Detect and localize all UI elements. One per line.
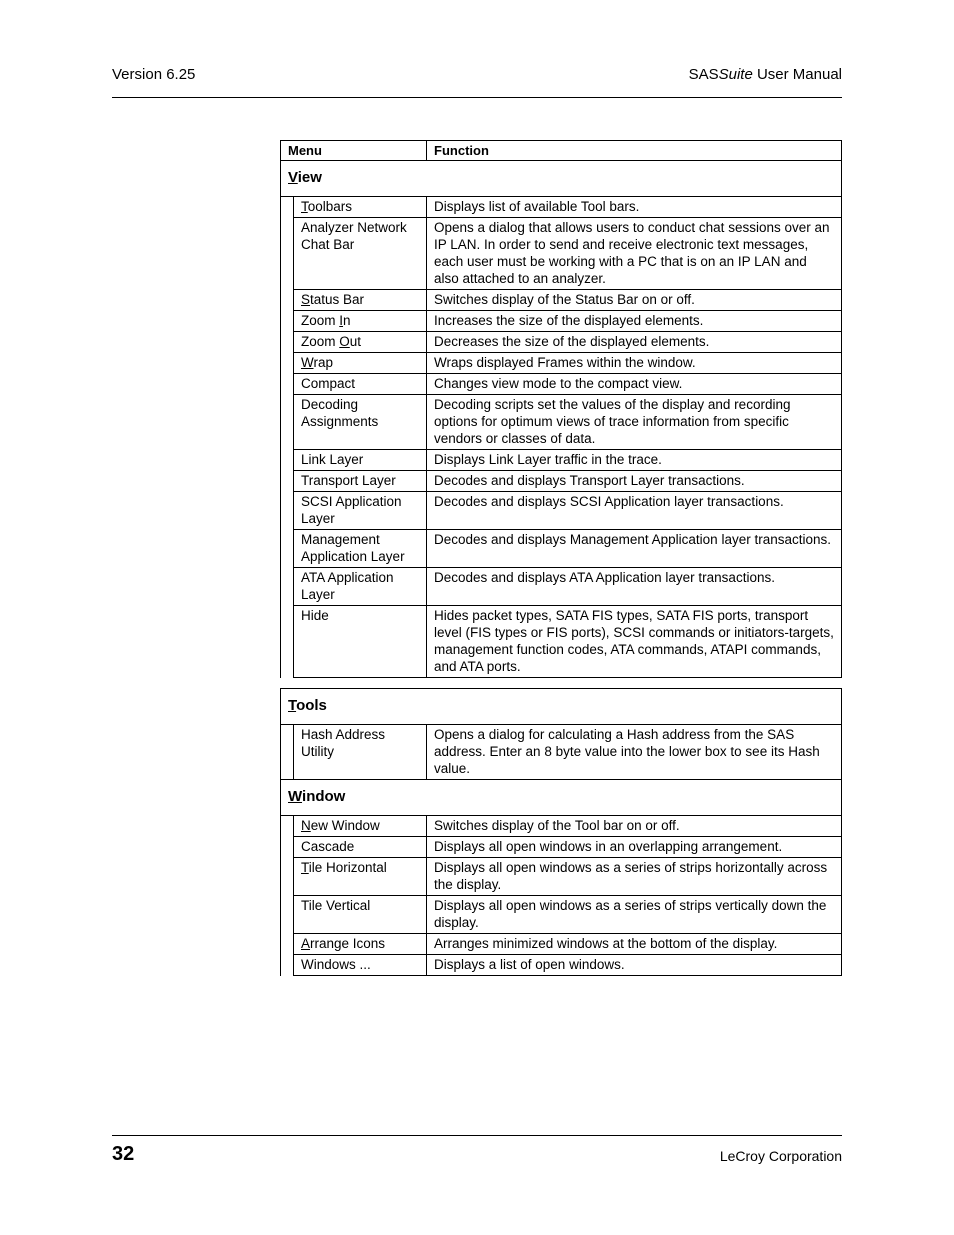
menu-item-function: Decodes and displays Transport Layer transactions. xyxy=(427,471,842,492)
indent-cell xyxy=(281,332,294,353)
indent-cell xyxy=(281,530,294,568)
indent-cell xyxy=(281,955,294,976)
menu-item-name: Link Layer xyxy=(294,450,427,471)
indent-cell xyxy=(281,837,294,858)
menu-item-function: Decreases the size of the displayed elements. xyxy=(427,332,842,353)
table-row xyxy=(281,290,842,311)
indent-cell xyxy=(281,725,294,780)
menu-item-function: Switches display of the Status Bar on or off. xyxy=(427,290,842,311)
menu-item-name: Windows ... xyxy=(294,955,427,976)
section-title-tools: Tools xyxy=(281,689,842,725)
menu-item-function: Displays all open windows as a series of strips horizontally across the display. xyxy=(427,858,842,896)
footer-rule xyxy=(112,1135,842,1136)
indent-cell xyxy=(281,492,294,530)
menu-item-name: Decoding Assignments xyxy=(294,395,427,450)
table-row xyxy=(281,197,842,218)
table-row xyxy=(281,353,842,374)
table-row xyxy=(281,568,842,606)
menu-item-function: Hides packet types, SATA FIS types, SATA FIS ports, transport level (FIS types or FIS ports), SCSI commands or initiators-targets, management function codes, ATA commands, ATAPI commands, and ATA ports. xyxy=(427,606,842,678)
section-row-tools xyxy=(281,689,842,725)
page-number: 32 xyxy=(112,1143,135,1165)
menu-item-name: Toolbars xyxy=(294,197,427,218)
menu-item-function: Decodes and displays Management Application layer transactions. xyxy=(427,530,842,568)
menu-item-function: Displays Link Layer traffic in the trace. xyxy=(427,450,842,471)
table-row xyxy=(281,725,842,780)
menu-item-name: SCSI Application Layer xyxy=(294,492,427,530)
indent-cell xyxy=(281,896,294,934)
menu-item-name: Wrap xyxy=(294,353,427,374)
table-row xyxy=(281,896,842,934)
table-row xyxy=(281,530,842,568)
menu-item-name: Compact xyxy=(294,374,427,395)
menu-item-function: Displays a list of open windows. xyxy=(427,955,842,976)
table-row xyxy=(281,816,842,837)
menu-item-function: Decodes and displays SCSI Application layer transactions. xyxy=(427,492,842,530)
menu-item-function: Displays all open windows in an overlapping arrangement. xyxy=(427,837,842,858)
table-row xyxy=(281,218,842,290)
menu-item-function: Decoding scripts set the values of the display and recording options for optimum views of trace information from specific vendors or classes of data. xyxy=(427,395,842,450)
section-row-window xyxy=(281,780,842,816)
menu-item-name: Hide xyxy=(294,606,427,678)
table-row xyxy=(281,955,842,976)
indent-cell xyxy=(281,290,294,311)
menu-item-name: Cascade xyxy=(294,837,427,858)
indent-cell xyxy=(281,218,294,290)
menu-item-name: New Window xyxy=(294,816,427,837)
section-title-view: View xyxy=(281,161,842,197)
menu-item-function: Opens a dialog for calculating a Hash address from the SAS address. Enter an 8 byte value into the lower box to see its Hash value. xyxy=(427,725,842,780)
menu-table-tools-window xyxy=(280,688,842,976)
menu-reference xyxy=(280,140,842,976)
menu-item-function: Decodes and displays ATA Application layer transactions. xyxy=(427,568,842,606)
column-header-function: Function xyxy=(427,141,842,161)
indent-cell xyxy=(281,311,294,332)
indent-cell xyxy=(281,374,294,395)
menu-item-function: Arranges minimized windows at the bottom of the display. xyxy=(427,934,842,955)
menu-item-function: Switches display of the Tool bar on or off. xyxy=(427,816,842,837)
indent-cell xyxy=(281,395,294,450)
menu-table-view xyxy=(280,140,842,678)
menu-item-function: Displays all open windows as a series of strips vertically down the display. xyxy=(427,896,842,934)
table-row xyxy=(281,492,842,530)
menu-item-name: Management Application Layer xyxy=(294,530,427,568)
table-row xyxy=(281,332,842,353)
menu-item-name: ATA Application Layer xyxy=(294,568,427,606)
indent-cell xyxy=(281,353,294,374)
menu-item-name: Tile Vertical xyxy=(294,896,427,934)
column-header-menu: Menu xyxy=(281,141,427,161)
section-title-window: Window xyxy=(281,780,842,816)
menu-item-function: Increases the size of the displayed elements. xyxy=(427,311,842,332)
footer-company: LeCroy Corporation xyxy=(719,1148,842,1164)
menu-item-name: Arrange Icons xyxy=(294,934,427,955)
table-row xyxy=(281,837,842,858)
menu-item-name: Tile Horizontal xyxy=(294,858,427,896)
indent-cell xyxy=(281,816,294,837)
table-row xyxy=(281,395,842,450)
indent-cell xyxy=(281,197,294,218)
table-row xyxy=(281,858,842,896)
table-row xyxy=(281,606,842,678)
table-row xyxy=(281,450,842,471)
menu-item-function: Opens a dialog that allows users to conduct chat sessions over an IP LAN. In order to send and receive electronic text messages, each user must be working with a PC that is on an IP LAN and also attached to an analyzer. xyxy=(427,218,842,290)
indent-cell xyxy=(281,934,294,955)
indent-cell xyxy=(281,858,294,896)
header-version: Version 6.25 xyxy=(112,66,196,83)
section-row-view xyxy=(281,161,842,197)
table-row xyxy=(281,934,842,955)
table-row xyxy=(281,471,842,492)
indent-cell xyxy=(281,606,294,678)
menu-item-function: Changes view mode to the compact view. xyxy=(427,374,842,395)
indent-cell xyxy=(281,471,294,492)
header-rule xyxy=(112,97,842,98)
menu-item-name: Zoom Out xyxy=(294,332,427,353)
menu-item-function: Displays list of available Tool bars. xyxy=(427,197,842,218)
indent-cell xyxy=(281,450,294,471)
header-manual-title: SASSuite User Manual xyxy=(688,66,842,83)
menu-item-name: Zoom In xyxy=(294,311,427,332)
menu-item-name: Analyzer Network Chat Bar xyxy=(294,218,427,290)
table-row xyxy=(281,311,842,332)
menu-item-function: Wraps displayed Frames within the window. xyxy=(427,353,842,374)
table-row xyxy=(281,374,842,395)
indent-cell xyxy=(281,568,294,606)
menu-item-name: Transport Layer xyxy=(294,471,427,492)
table-header-row xyxy=(281,141,842,161)
menu-item-name: Hash Address Utility xyxy=(294,725,427,780)
menu-item-name: Status Bar xyxy=(294,290,427,311)
